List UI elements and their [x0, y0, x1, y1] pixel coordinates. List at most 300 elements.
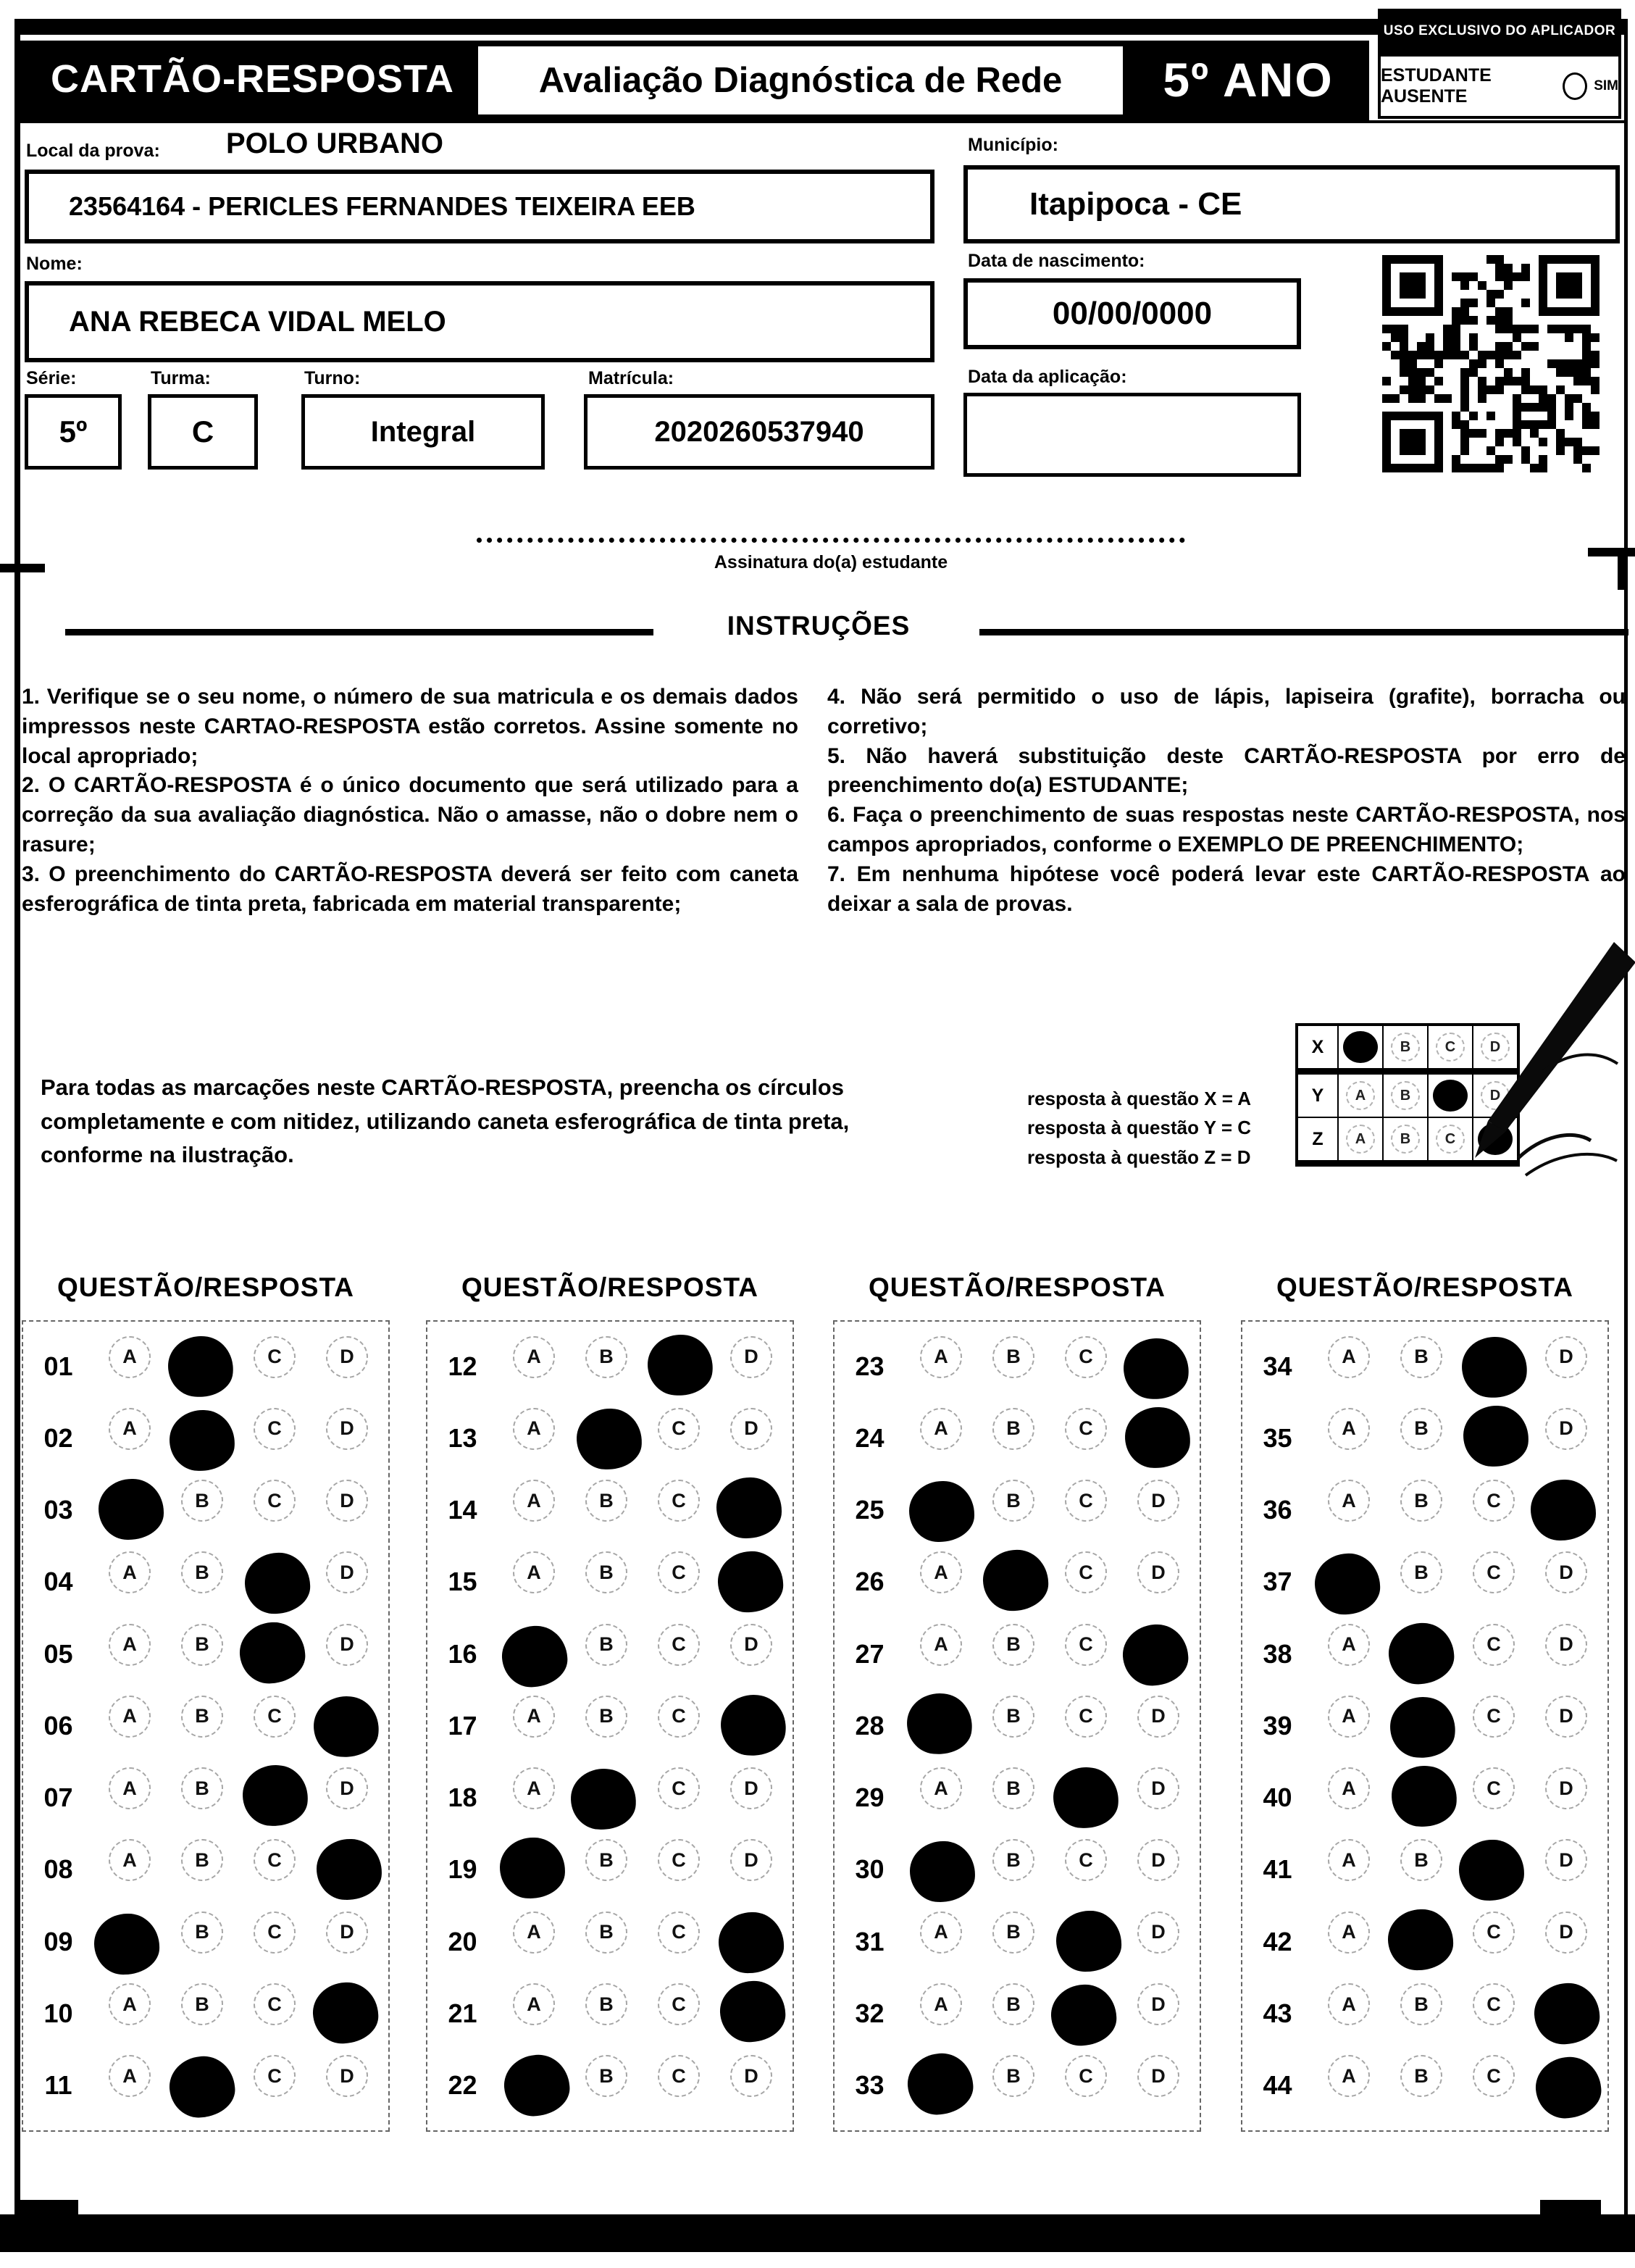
empty-bubble: C — [1065, 1480, 1107, 1522]
bubble-13-a[interactable] — [498, 1408, 570, 1450]
bubble-19-d[interactable] — [715, 1839, 787, 1881]
bubble-29-c[interactable] — [1050, 1767, 1122, 1828]
bubble-35-b[interactable] — [1385, 1408, 1458, 1450]
question-options — [93, 1551, 388, 1612]
fill-example-legend — [1027, 1084, 1251, 1172]
bubble-19-b[interactable] — [570, 1839, 643, 1881]
bubble-03-d[interactable] — [311, 1480, 383, 1522]
bubble-20-d[interactable] — [715, 1911, 787, 1972]
question-options — [1313, 1336, 1607, 1397]
bubble-27-a[interactable] — [905, 1624, 977, 1666]
question-number: 14 — [448, 1495, 477, 1525]
bubble-25-c[interactable] — [1050, 1480, 1122, 1522]
bubble-21-a[interactable] — [498, 1983, 570, 2025]
bubble-21-d[interactable] — [715, 1983, 787, 2044]
question-number: 29 — [855, 1783, 885, 1813]
question-row-33 — [835, 2050, 1200, 2122]
question-number: 20 — [448, 1926, 477, 1956]
bubble-35-a[interactable] — [1313, 1408, 1385, 1450]
bubble-44-d[interactable] — [1530, 2055, 1602, 2116]
bubble-32-b[interactable] — [977, 1983, 1050, 2025]
question-number: 44 — [1263, 2070, 1292, 2101]
empty-bubble: B — [585, 1624, 627, 1666]
bubble-16-c[interactable] — [643, 1624, 715, 1666]
bubble-29-a[interactable] — [905, 1767, 977, 1809]
bubble-24-b[interactable] — [977, 1408, 1050, 1450]
bubble-22-d[interactable] — [715, 2055, 787, 2097]
empty-bubble: B — [181, 1767, 223, 1809]
bubble-15-d[interactable] — [715, 1551, 787, 1612]
empty-bubble: A — [920, 1551, 962, 1593]
empty-bubble: B — [585, 1911, 627, 1954]
bubble-16-b[interactable] — [570, 1624, 643, 1666]
bubble-13-d[interactable] — [715, 1408, 787, 1450]
bubble-32-a[interactable] — [905, 1983, 977, 2025]
bubble-41-c[interactable] — [1458, 1839, 1530, 1900]
bubble-33-d[interactable] — [1122, 2055, 1195, 2097]
question-options — [1313, 1696, 1607, 1756]
bubble-26-c[interactable] — [1050, 1551, 1122, 1593]
bubble-14-c[interactable] — [643, 1480, 715, 1522]
question-row-25 — [835, 1475, 1200, 1546]
example-row-label: X — [1311, 1036, 1324, 1057]
nascimento-field — [963, 278, 1301, 349]
bubble-14-b[interactable] — [570, 1480, 643, 1522]
bubble-14-d[interactable] — [715, 1480, 787, 1541]
bubble-29-d[interactable] — [1122, 1767, 1195, 1809]
empty-bubble: A — [920, 1624, 962, 1666]
bubble-44-b[interactable] — [1385, 2055, 1458, 2097]
bubble-06-c[interactable] — [238, 1696, 311, 1738]
bubble-02-a[interactable] — [93, 1408, 166, 1450]
bubble-39-b[interactable] — [1385, 1696, 1458, 1756]
bubble-42-b[interactable] — [1385, 1911, 1458, 1972]
question-options — [93, 1767, 388, 1828]
bubble-37-a[interactable] — [1313, 1551, 1385, 1612]
example-option-b — [1382, 1026, 1427, 1068]
bubble-06-b[interactable] — [166, 1696, 238, 1738]
bubble-42-d[interactable] — [1530, 1911, 1602, 1954]
empty-bubble: B — [1400, 1336, 1442, 1378]
empty-bubble: C — [658, 1480, 700, 1522]
bubble-17-a[interactable] — [498, 1696, 570, 1738]
bubble-38-d[interactable] — [1530, 1624, 1602, 1666]
question-options — [905, 1767, 1200, 1828]
question-number: 12 — [448, 1351, 477, 1381]
bubble-05-d[interactable] — [311, 1624, 383, 1666]
bubble-04-a[interactable] — [93, 1551, 166, 1593]
bubble-12-d[interactable] — [715, 1336, 787, 1378]
bubble-26-b[interactable] — [977, 1551, 1050, 1612]
bubble-04-d[interactable] — [311, 1551, 383, 1593]
bubble-25-d[interactable] — [1122, 1480, 1195, 1522]
bubble-09-d[interactable] — [311, 1911, 383, 1954]
bubble-01-a[interactable] — [93, 1336, 166, 1378]
empty-bubble: B — [992, 1911, 1034, 1954]
empty-bubble: A — [513, 1336, 555, 1378]
filled-bubble — [502, 2053, 572, 2119]
bubble-27-c[interactable] — [1050, 1624, 1122, 1666]
bubble-09-a[interactable] — [93, 1911, 166, 1972]
bubble-34-a[interactable] — [1313, 1336, 1385, 1378]
question-row-30 — [835, 1834, 1200, 1906]
answer-panel-3 — [833, 1320, 1201, 2132]
answer-panel-4 — [1241, 1320, 1609, 2132]
school-value: 23564164 - PERICLES FERNANDES TEIXEIRA EEB — [69, 191, 695, 221]
serie-value: 5º — [59, 414, 88, 449]
bubble-30-c[interactable] — [1050, 1839, 1122, 1881]
bubble-42-c[interactable] — [1458, 1911, 1530, 1954]
bubble-22-c[interactable] — [643, 2055, 715, 2097]
bubble-15-a[interactable] — [498, 1551, 570, 1593]
bubble-38-c[interactable] — [1458, 1624, 1530, 1666]
empty-bubble: C — [1065, 1624, 1107, 1666]
filled-bubble — [905, 1690, 975, 1757]
bubble-22-a[interactable] — [498, 2055, 570, 2116]
bubble-18-c[interactable] — [643, 1767, 715, 1809]
bubble-26-a[interactable] — [905, 1551, 977, 1593]
question-number: 05 — [43, 1638, 73, 1669]
question-row-29 — [835, 1762, 1200, 1834]
turno-field — [301, 394, 545, 470]
bubble-01-d[interactable] — [311, 1336, 383, 1378]
bubble-31-c[interactable] — [1050, 1911, 1122, 1972]
bubble-02-b[interactable] — [166, 1408, 238, 1469]
bubble-08-a[interactable] — [93, 1839, 166, 1881]
bubble-20-b[interactable] — [570, 1911, 643, 1954]
bubble-31-a[interactable] — [905, 1911, 977, 1954]
bubble-43-a[interactable] — [1313, 1983, 1385, 2025]
bubble-07-c[interactable] — [238, 1767, 311, 1828]
question-row-12 — [427, 1330, 793, 1402]
empty-bubble: C — [658, 1696, 700, 1738]
bubble-37-c[interactable] — [1458, 1551, 1530, 1593]
bubble-36-b[interactable] — [1385, 1480, 1458, 1522]
bubble-03-c[interactable] — [238, 1480, 311, 1522]
bubble-34-b[interactable] — [1385, 1336, 1458, 1378]
bubble-28-a[interactable] — [905, 1696, 977, 1756]
bubble-10-b[interactable] — [166, 1983, 238, 2025]
filled-bubble — [906, 2051, 976, 2118]
empty-bubble: D — [326, 1480, 368, 1522]
empty-bubble: D — [1545, 1911, 1587, 1954]
bubble-32-d[interactable] — [1122, 1983, 1195, 2025]
bubble-03-a[interactable] — [93, 1480, 166, 1541]
bubble-21-c[interactable] — [643, 1983, 715, 2025]
bubble-09-c[interactable] — [238, 1911, 311, 1954]
filled-bubble — [316, 1839, 382, 1901]
bubble-13-b[interactable] — [570, 1408, 643, 1469]
empty-bubble: A — [513, 1911, 555, 1954]
empty-bubble: C — [254, 2055, 296, 2097]
bubble-28-b[interactable] — [977, 1696, 1050, 1738]
bubble-36-c[interactable] — [1458, 1480, 1530, 1522]
bubble-35-d[interactable] — [1530, 1408, 1602, 1450]
filled-bubble — [167, 2054, 238, 2121]
filled-bubble — [982, 1549, 1050, 1612]
empty-bubble: A — [513, 1551, 555, 1593]
bubble-30-d[interactable] — [1122, 1839, 1195, 1881]
empty-bubble: C — [1473, 1551, 1515, 1593]
empty-bubble: D — [1545, 1696, 1587, 1738]
bubble-09-b[interactable] — [166, 1911, 238, 1954]
legend-line-z: resposta à questão Z = D — [1027, 1146, 1251, 1168]
bubble-15-b[interactable] — [570, 1551, 643, 1593]
bubble-12-a[interactable] — [498, 1336, 570, 1378]
bubble-29-b[interactable] — [977, 1767, 1050, 1809]
empty-bubble: A — [1328, 1336, 1370, 1378]
bubble-10-d[interactable] — [311, 1983, 383, 2044]
signature-label: Assinatura do(a) estudante — [714, 552, 948, 572]
bubble-01-b[interactable] — [166, 1336, 238, 1397]
instruction-item-5: 5. Não haverá substituição deste CARTÃO-RESPOSTA por erro de preenchimento do(a) ESTUDANTE; — [827, 743, 1626, 798]
bubble-33-a[interactable] — [905, 2055, 977, 2116]
bubble-33-c[interactable] — [1050, 2055, 1122, 2097]
bubble-08-b[interactable] — [166, 1839, 238, 1881]
bubble-17-c[interactable] — [643, 1696, 715, 1738]
bubble-18-a[interactable] — [498, 1767, 570, 1809]
bubble-12-b[interactable] — [570, 1336, 643, 1378]
empty-bubble: D — [1545, 1839, 1587, 1881]
example-empty-bubble: B — [1391, 1125, 1420, 1154]
question-row-01 — [23, 1330, 388, 1402]
bubble-05-b[interactable] — [166, 1624, 238, 1666]
empty-bubble: A — [109, 1551, 151, 1593]
filled-bubble — [1458, 1840, 1524, 1902]
empty-bubble: D — [326, 2055, 368, 2097]
filled-bubble — [1390, 1764, 1458, 1829]
bubble-17-d[interactable] — [715, 1696, 787, 1756]
nome-label: Nome: — [26, 254, 83, 274]
signature-line[interactable] — [477, 538, 1185, 543]
bubble-20-c[interactable] — [643, 1911, 715, 1954]
bubble-02-d[interactable] — [311, 1408, 383, 1450]
bubble-15-c[interactable] — [643, 1551, 715, 1593]
question-options — [1313, 1624, 1607, 1685]
municipio-field — [963, 165, 1620, 243]
empty-bubble: B — [181, 1480, 223, 1522]
bubble-31-d[interactable] — [1122, 1911, 1195, 1954]
question-number: 27 — [855, 1638, 885, 1669]
question-row-40 — [1242, 1762, 1607, 1834]
bubble-37-d[interactable] — [1530, 1551, 1602, 1593]
bubble-36-a[interactable] — [1313, 1480, 1385, 1522]
filled-bubble — [1463, 1404, 1530, 1467]
empty-bubble: A — [109, 1408, 151, 1450]
bubble-38-a[interactable] — [1313, 1624, 1385, 1666]
bubble-08-d[interactable] — [311, 1839, 383, 1900]
aplicacao-field[interactable] — [963, 393, 1301, 477]
bubble-11-c[interactable] — [238, 2055, 311, 2097]
legend-line-y: resposta à questão Y = C — [1027, 1117, 1252, 1139]
question-options — [1313, 1839, 1607, 1900]
question-number: 18 — [448, 1783, 477, 1813]
bubble-36-d[interactable] — [1530, 1480, 1602, 1541]
bubble-07-d[interactable] — [311, 1767, 383, 1809]
empty-bubble: B — [1400, 1839, 1442, 1881]
bubble-13-c[interactable] — [643, 1408, 715, 1450]
filled-bubble — [718, 1911, 784, 1974]
question-row-42 — [1242, 1906, 1607, 1977]
empty-bubble: A — [920, 1408, 962, 1450]
bubble-40-d[interactable] — [1530, 1767, 1602, 1809]
question-row-14 — [427, 1475, 793, 1546]
header-underline — [14, 120, 1627, 123]
bubble-16-a[interactable] — [498, 1624, 570, 1685]
grid-header-3: QUESTÃO/RESPOSTA — [868, 1272, 1166, 1302]
bubble-44-a[interactable] — [1313, 2055, 1385, 2097]
bubble-26-d[interactable] — [1122, 1551, 1195, 1593]
bubble-07-b[interactable] — [166, 1767, 238, 1809]
bubble-04-c[interactable] — [238, 1551, 311, 1612]
bubble-11-b[interactable] — [166, 2055, 238, 2116]
instructions-title: INSTRUÇÕES — [727, 611, 911, 641]
question-row-13 — [427, 1402, 793, 1474]
bubble-25-a[interactable] — [905, 1480, 977, 1541]
empty-bubble: D — [326, 1551, 368, 1593]
empty-bubble: B — [1400, 1551, 1442, 1593]
question-number: 31 — [855, 1926, 885, 1956]
bubble-12-c[interactable] — [643, 1336, 715, 1397]
bubble-39-c[interactable] — [1458, 1696, 1530, 1738]
bubble-05-a[interactable] — [93, 1624, 166, 1666]
bubble-40-b[interactable] — [1385, 1767, 1458, 1828]
bubble-32-c[interactable] — [1050, 1983, 1122, 2044]
bubble-25-b[interactable] — [977, 1480, 1050, 1522]
absent-bubble[interactable] — [1563, 72, 1587, 100]
bubble-04-b[interactable] — [166, 1551, 238, 1593]
bubble-30-a[interactable] — [905, 1839, 977, 1900]
question-options — [93, 2055, 388, 2116]
bubble-10-c[interactable] — [238, 1983, 311, 2025]
filled-bubble — [241, 1764, 309, 1828]
bubble-23-a[interactable] — [905, 1336, 977, 1378]
question-options — [905, 1551, 1200, 1612]
bubble-39-d[interactable] — [1530, 1696, 1602, 1738]
bubble-34-c[interactable] — [1458, 1336, 1530, 1397]
bubble-37-b[interactable] — [1385, 1551, 1458, 1593]
empty-bubble: B — [181, 1551, 223, 1593]
bubble-27-d[interactable] — [1122, 1624, 1195, 1685]
question-options — [498, 1624, 793, 1685]
answer-panel-2 — [426, 1320, 794, 2132]
bubble-11-d[interactable] — [311, 2055, 383, 2097]
bubble-27-b[interactable] — [977, 1624, 1050, 1666]
bubble-41-a[interactable] — [1313, 1839, 1385, 1881]
bubble-10-a[interactable] — [93, 1983, 166, 2025]
bubble-05-c[interactable] — [238, 1624, 311, 1685]
question-number: 24 — [855, 1422, 885, 1453]
bubble-44-c[interactable] — [1458, 2055, 1530, 2097]
question-options — [498, 1408, 793, 1469]
empty-bubble: A — [109, 1624, 151, 1666]
bubble-34-d[interactable] — [1530, 1336, 1602, 1378]
bubble-24-c[interactable] — [1050, 1408, 1122, 1450]
bubble-19-c[interactable] — [643, 1839, 715, 1881]
example-row-label: Z — [1312, 1128, 1324, 1149]
bubble-40-a[interactable] — [1313, 1767, 1385, 1809]
bubble-18-b[interactable] — [570, 1767, 643, 1828]
empty-bubble: B — [585, 1480, 627, 1522]
bubble-24-d[interactable] — [1122, 1408, 1195, 1469]
empty-bubble: C — [1065, 1408, 1107, 1450]
question-options — [1313, 1480, 1607, 1541]
bubble-22-b[interactable] — [570, 2055, 643, 2097]
bubble-06-d[interactable] — [311, 1696, 383, 1756]
bubble-30-b[interactable] — [977, 1839, 1050, 1881]
bubble-35-c[interactable] — [1458, 1408, 1530, 1469]
instructions-rule-left — [65, 629, 653, 635]
empty-bubble: C — [658, 1983, 700, 2025]
example-row-label: Y — [1311, 1085, 1324, 1106]
bubble-43-d[interactable] — [1530, 1983, 1602, 2044]
absent-label: ESTUDANTE AUSENTE — [1381, 65, 1492, 107]
bubble-33-b[interactable] — [977, 2055, 1050, 2097]
bubble-23-c[interactable] — [1050, 1336, 1122, 1378]
bubble-17-b[interactable] — [570, 1696, 643, 1738]
bubble-11-a[interactable] — [93, 2055, 166, 2097]
page-title: CARTÃO-RESPOSTA — [51, 57, 455, 101]
bubble-21-b[interactable] — [570, 1983, 643, 2025]
bubble-02-c[interactable] — [238, 1408, 311, 1450]
turno-label: Turno: — [304, 368, 361, 388]
empty-bubble: D — [1137, 2055, 1179, 2097]
bubble-20-a[interactable] — [498, 1911, 570, 1954]
bubble-16-d[interactable] — [715, 1624, 787, 1666]
bubble-41-b[interactable] — [1385, 1839, 1458, 1881]
bubble-42-a[interactable] — [1313, 1911, 1385, 1954]
bubble-43-c[interactable] — [1458, 1983, 1530, 2025]
example-option-a — [1337, 1118, 1382, 1160]
matricula-field — [584, 394, 934, 470]
bubble-38-b[interactable] — [1385, 1624, 1458, 1685]
bubble-23-d[interactable] — [1122, 1336, 1195, 1397]
empty-bubble: B — [585, 1696, 627, 1738]
empty-bubble: B — [181, 1911, 223, 1954]
bubble-41-d[interactable] — [1530, 1839, 1602, 1881]
filled-bubble — [719, 1980, 787, 2044]
question-options — [905, 1696, 1200, 1756]
empty-bubble: D — [730, 1408, 772, 1450]
bubble-28-d[interactable] — [1122, 1696, 1195, 1738]
bubble-07-a[interactable] — [93, 1767, 166, 1809]
bubble-43-b[interactable] — [1385, 1983, 1458, 2025]
empty-bubble: C — [1473, 1624, 1515, 1666]
empty-bubble: B — [1400, 1480, 1442, 1522]
bubble-28-c[interactable] — [1050, 1696, 1122, 1738]
bubble-08-c[interactable] — [238, 1839, 311, 1881]
question-row-17 — [427, 1690, 793, 1762]
bubble-03-b[interactable] — [166, 1480, 238, 1522]
bubble-24-a[interactable] — [905, 1408, 977, 1450]
bubble-01-c[interactable] — [238, 1336, 311, 1378]
question-number: 03 — [43, 1495, 73, 1525]
bubble-39-a[interactable] — [1313, 1696, 1385, 1738]
question-options — [905, 1839, 1200, 1900]
bubble-06-a[interactable] — [93, 1696, 166, 1738]
question-options — [1313, 1551, 1607, 1612]
bubble-23-b[interactable] — [977, 1336, 1050, 1378]
empty-bubble: C — [1473, 1911, 1515, 1954]
empty-bubble: B — [992, 1408, 1034, 1450]
bubble-19-a[interactable] — [498, 1839, 570, 1900]
question-options — [905, 1983, 1200, 2044]
bubble-40-c[interactable] — [1458, 1767, 1530, 1809]
question-options — [93, 1624, 388, 1685]
bubble-14-a[interactable] — [498, 1480, 570, 1522]
bubble-18-d[interactable] — [715, 1767, 787, 1809]
bubble-31-b[interactable] — [977, 1911, 1050, 1954]
